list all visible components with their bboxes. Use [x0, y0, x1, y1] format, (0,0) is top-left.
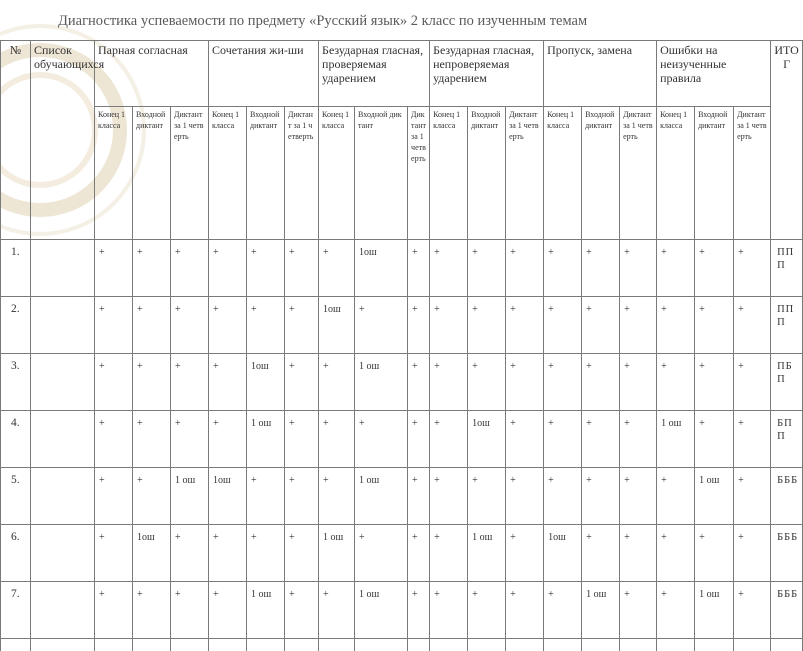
itog-cell: БББ	[771, 582, 803, 639]
page-title: Диагностика успеваемости по предмету «Русский язык» 2 класс по изученным темам	[58, 13, 587, 30]
row-number: 5.	[1, 468, 31, 525]
row-number: 1.	[1, 240, 31, 297]
sub-header: Конец 1 класса	[209, 107, 247, 240]
student-name-cell	[31, 525, 95, 582]
grade-cell: +	[285, 411, 319, 468]
sub-header: Диктант за 1 четверть	[171, 107, 209, 240]
grade-cell: 1 ош	[355, 354, 408, 411]
grade-cell: 1 ош	[247, 582, 285, 639]
empty-cell	[430, 639, 468, 651]
grade-cell: 1 ош	[695, 582, 734, 639]
grade-cell: +	[95, 354, 133, 411]
grade-cell: 1 ош	[319, 525, 355, 582]
grade-cell: +	[620, 297, 657, 354]
itog-cell: БББ	[771, 525, 803, 582]
empty-cell	[657, 639, 695, 651]
empty-cell	[319, 639, 355, 651]
empty-cell	[95, 639, 133, 651]
grade-cell: +	[209, 582, 247, 639]
grade-cell: +	[408, 582, 430, 639]
grade-cell: +	[285, 525, 319, 582]
grade-cell: +	[171, 525, 209, 582]
grade-cell: +	[319, 411, 355, 468]
grade-cell: +	[95, 582, 133, 639]
grade-cell: +	[506, 354, 544, 411]
itog-cell: БПП	[771, 411, 803, 468]
sub-header: Конец 1 класса	[544, 107, 582, 240]
itog-header: ИТОГ	[771, 41, 803, 240]
grade-cell: +	[620, 354, 657, 411]
sub-header: Диктант за 1 четверть	[285, 107, 319, 240]
table-row	[1, 468, 803, 525]
sub-header: Входной диктант	[355, 107, 408, 240]
grade-cell: +	[247, 297, 285, 354]
itog-cell: ПБП	[771, 354, 803, 411]
grade-cell: +	[582, 525, 620, 582]
grade-cell: +	[430, 468, 468, 525]
grade-cell: +	[430, 354, 468, 411]
grade-cell: 1 ош	[695, 468, 734, 525]
row-number: 2.	[1, 297, 31, 354]
empty-cell	[133, 639, 171, 651]
student-name-cell	[31, 582, 95, 639]
itog-cell: ППП	[771, 297, 803, 354]
grade-cell: +	[657, 297, 695, 354]
sub-header: Диктант за 1 четверть	[734, 107, 771, 240]
sub-header: Конец 1 класса	[430, 107, 468, 240]
grade-cell: +	[695, 297, 734, 354]
empty-cell	[582, 639, 620, 651]
grade-cell: +	[133, 582, 171, 639]
grade-cell: +	[544, 411, 582, 468]
grade-cell: +	[95, 525, 133, 582]
grade-cell: +	[133, 354, 171, 411]
table-body	[1, 240, 803, 651]
group-header: Безударная гласная, проверяемая ударением	[319, 41, 430, 107]
table-row	[1, 240, 803, 297]
grade-cell: +	[734, 582, 771, 639]
student-name-cell	[31, 354, 95, 411]
grade-cell: +	[95, 297, 133, 354]
grade-cell: +	[171, 411, 209, 468]
grade-cell: +	[319, 354, 355, 411]
grade-cell: +	[133, 468, 171, 525]
empty-cell	[620, 639, 657, 651]
grade-cell: +	[209, 240, 247, 297]
sub-header: Конец 1 класса	[319, 107, 355, 240]
grade-cell: 1 ош	[355, 468, 408, 525]
empty-cell	[285, 639, 319, 651]
grade-cell: +	[319, 582, 355, 639]
grade-cell: 1 ош	[247, 411, 285, 468]
grade-cell: +	[171, 582, 209, 639]
grade-cell: +	[133, 297, 171, 354]
grade-cell: +	[582, 240, 620, 297]
empty-cell	[209, 639, 247, 651]
grade-cell: +	[695, 354, 734, 411]
grade-cell: +	[544, 468, 582, 525]
grade-cell: 1ош	[209, 468, 247, 525]
grade-cell: 1ош	[133, 525, 171, 582]
row-number: 6.	[1, 525, 31, 582]
grade-cell: +	[734, 411, 771, 468]
grade-cell: +	[408, 240, 430, 297]
grade-cell: +	[209, 354, 247, 411]
empty-cell	[1, 639, 31, 651]
student-name-cell	[31, 468, 95, 525]
grade-cell: 1ош	[355, 240, 408, 297]
empty-cell	[734, 639, 771, 651]
empty-cell	[506, 639, 544, 651]
sub-header: Входной диктант	[133, 107, 171, 240]
grade-cell: +	[209, 297, 247, 354]
grade-cell: +	[506, 525, 544, 582]
sub-header: Диктант за 1 четверть	[506, 107, 544, 240]
table-row	[1, 297, 803, 354]
grade-cell: +	[468, 468, 506, 525]
grade-cell: +	[430, 240, 468, 297]
grade-cell: +	[657, 582, 695, 639]
grade-cell: +	[544, 354, 582, 411]
group-header: Безударная гласная, непроверяемая ударением	[430, 41, 544, 107]
table-row	[1, 411, 803, 468]
grade-cell: 1ош	[247, 354, 285, 411]
grade-cell: +	[734, 240, 771, 297]
grade-cell: +	[247, 240, 285, 297]
grade-cell: 1ош	[544, 525, 582, 582]
grade-cell: +	[408, 297, 430, 354]
group-header: Пропуск, замена	[544, 41, 657, 107]
group-header: Сочетания жи-ши	[209, 41, 319, 107]
grade-cell: +	[285, 240, 319, 297]
empty-cell	[695, 639, 734, 651]
student-name-cell	[31, 297, 95, 354]
grade-cell: +	[620, 411, 657, 468]
grade-cell: +	[734, 525, 771, 582]
grade-cell: +	[408, 411, 430, 468]
student-name-cell	[31, 240, 95, 297]
grade-cell: +	[95, 468, 133, 525]
grade-cell: +	[620, 468, 657, 525]
sub-header: Входной диктант	[247, 107, 285, 240]
itog-cell: БББ	[771, 468, 803, 525]
empty-cell	[544, 639, 582, 651]
row-number: 3.	[1, 354, 31, 411]
grade-cell: +	[247, 525, 285, 582]
grade-cell: 1 ош	[355, 582, 408, 639]
grade-cell: +	[695, 240, 734, 297]
empty-cell	[408, 639, 430, 651]
grade-cell: +	[209, 411, 247, 468]
empty-cell	[31, 639, 95, 651]
grade-cell: +	[544, 297, 582, 354]
grade-cell: +	[408, 354, 430, 411]
grade-cell: 1ош	[319, 297, 355, 354]
grade-cell: +	[133, 411, 171, 468]
empty-cell	[771, 639, 803, 651]
grade-cell: +	[506, 411, 544, 468]
grade-cell: +	[430, 297, 468, 354]
grade-cell: +	[468, 297, 506, 354]
grade-cell: +	[430, 582, 468, 639]
sub-header: Конец 1 класса	[657, 107, 695, 240]
grade-cell: +	[468, 354, 506, 411]
empty-cell	[468, 639, 506, 651]
group-header: Парная согласная	[95, 41, 209, 107]
grades-table	[0, 40, 803, 651]
table-row	[1, 525, 803, 582]
grade-cell: 1ош	[468, 411, 506, 468]
sub-header: Входной диктант	[582, 107, 620, 240]
grade-cell: +	[620, 582, 657, 639]
grade-cell: +	[695, 525, 734, 582]
grade-cell: +	[408, 468, 430, 525]
grade-cell: +	[133, 240, 171, 297]
grade-cell: +	[209, 525, 247, 582]
grade-cell: +	[582, 354, 620, 411]
grade-cell: +	[582, 297, 620, 354]
sub-header: Диктант за 1 четверть	[620, 107, 657, 240]
grade-cell: +	[285, 297, 319, 354]
grade-cell: +	[506, 468, 544, 525]
grade-cell: 1 ош	[171, 468, 209, 525]
grade-cell: +	[620, 240, 657, 297]
grade-cell: +	[657, 468, 695, 525]
table-row	[1, 354, 803, 411]
grade-cell: 1 ош	[582, 582, 620, 639]
grade-cell: +	[657, 240, 695, 297]
student-name-cell	[31, 411, 95, 468]
grade-cell: +	[695, 411, 734, 468]
grade-cell: +	[657, 525, 695, 582]
grade-cell: +	[544, 240, 582, 297]
num-header: №	[1, 41, 31, 240]
sub-header: Конец 1 класса	[95, 107, 133, 240]
grade-cell: +	[582, 468, 620, 525]
grade-cell: +	[95, 240, 133, 297]
group-header: Ошибки на неизученные правила	[657, 41, 771, 107]
grade-cell: +	[734, 297, 771, 354]
students-header: Список обучающихся	[31, 41, 95, 240]
grade-cell: +	[506, 582, 544, 639]
empty-cell	[355, 639, 408, 651]
grade-cell: +	[247, 468, 285, 525]
grade-cell: +	[408, 525, 430, 582]
table-row	[1, 639, 803, 651]
grade-cell: 1 ош	[468, 525, 506, 582]
table-row	[1, 582, 803, 639]
grade-cell: +	[285, 582, 319, 639]
empty-cell	[171, 639, 209, 651]
empty-cell	[247, 639, 285, 651]
sub-header: Входной диктант	[695, 107, 734, 240]
grade-cell: +	[285, 354, 319, 411]
grade-cell: +	[734, 468, 771, 525]
grade-cell: +	[734, 354, 771, 411]
grade-cell: +	[430, 411, 468, 468]
grade-cell: +	[544, 582, 582, 639]
grade-cell: +	[171, 297, 209, 354]
grade-cell: +	[506, 297, 544, 354]
sub-header: Диктант за 1 четверть	[408, 107, 430, 240]
grade-cell: +	[620, 525, 657, 582]
grade-cell: +	[468, 582, 506, 639]
grade-cell: +	[582, 411, 620, 468]
grade-cell: +	[95, 411, 133, 468]
grade-cell: +	[430, 525, 468, 582]
row-number: 4.	[1, 411, 31, 468]
grade-cell: +	[285, 468, 319, 525]
row-number: 7.	[1, 582, 31, 639]
grade-cell: +	[355, 525, 408, 582]
grade-cell: +	[355, 297, 408, 354]
grade-cell: +	[319, 468, 355, 525]
sub-header: Входной диктант	[468, 107, 506, 240]
grade-cell: 1 ош	[657, 411, 695, 468]
grade-cell: +	[506, 240, 544, 297]
grade-cell: +	[355, 411, 408, 468]
itog-cell: ППП	[771, 240, 803, 297]
grade-cell: +	[319, 240, 355, 297]
grade-cell: +	[468, 240, 506, 297]
grade-cell: +	[171, 354, 209, 411]
grade-cell: +	[657, 354, 695, 411]
grade-cell: +	[171, 240, 209, 297]
